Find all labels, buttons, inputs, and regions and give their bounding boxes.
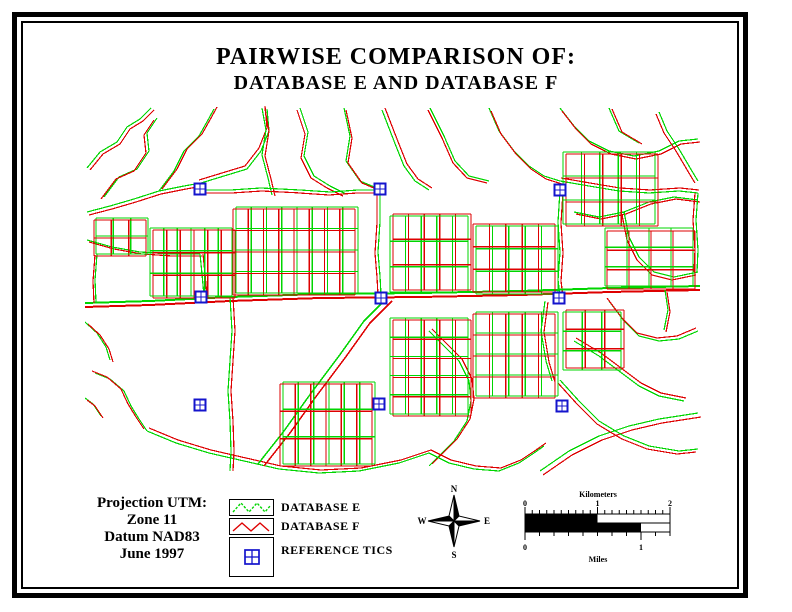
legend-item-reference-tics [229,537,393,577]
compass-east-label: E [483,516,491,526]
legend-label-database-e: DATABASE E [281,500,361,514]
scalebar-miles-label: Miles [588,555,608,564]
reference-tic-icon [242,547,262,567]
legend-label-database-f: DATABASE F [281,519,360,533]
green-zigzag-icon [230,500,273,515]
scalebar-km-0: 0 [523,499,527,508]
legend-item-database-e [229,499,393,516]
projection-line: Projection UTM: [96,495,208,511]
scalebar-km-1: 1 [595,499,600,508]
scalebar-mile-0: 0 [523,543,527,552]
scalebar-km-label: Kilometers [579,490,617,499]
title-line-2: DATABASE E AND DATABASE F [233,72,559,94]
compass-north-label: N [450,484,458,494]
red-zigzag-icon [230,519,273,534]
title-line-1: PAIRWISE COMPARISON OF: [216,44,576,70]
projection-info [62,495,242,563]
database-f-swatch [229,518,274,535]
scalebar-mile-1: 1 [639,543,643,552]
legend-label-reference-tics: REFERENCE TICS [281,543,393,557]
legend-item-database-f [229,518,393,535]
road-network-map [80,100,705,492]
compass-south-label: S [451,550,457,560]
compass-rose-icon [428,495,480,547]
projection-date-line: June 1997 [119,545,185,562]
scalebar-km-2: 2 [668,499,672,508]
compass-rose [416,483,496,563]
compass-west-label: W [417,516,427,526]
legend [229,499,393,579]
projection-datum-line: Datum NAD83 [104,528,200,545]
reference-tics-swatch [229,537,274,577]
database-e-swatch [229,499,274,516]
projection-zone-line: Zone 11 [126,511,178,528]
scale-bar [518,488,678,566]
map-title [0,44,792,95]
